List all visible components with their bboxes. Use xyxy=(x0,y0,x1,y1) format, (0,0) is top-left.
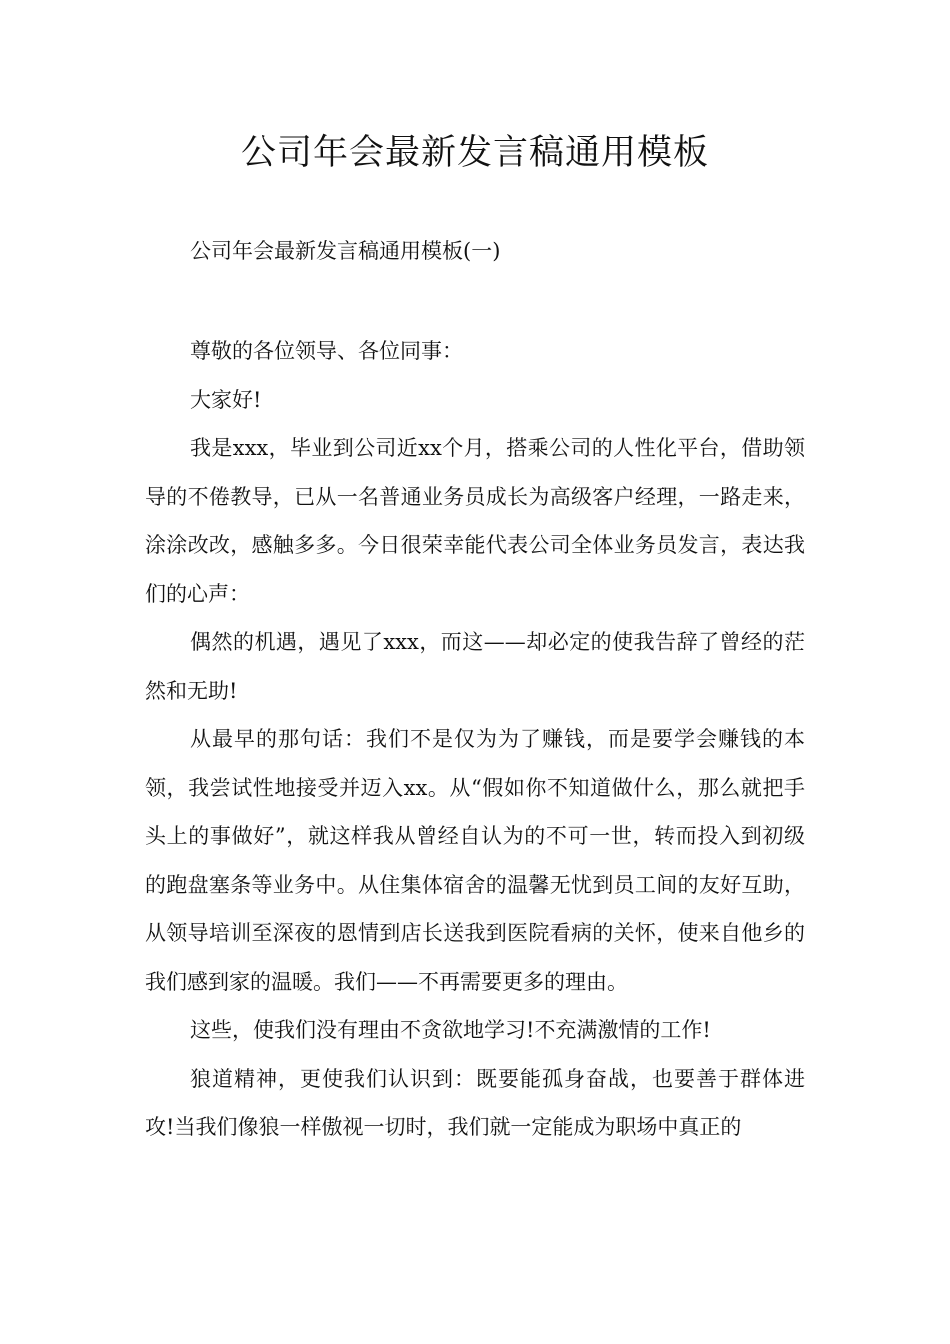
paragraph-greeting: 大家好! xyxy=(190,387,262,412)
paragraph-motivation: 这些，使我们没有理由不贪欲地学习!不充满激情的工作! xyxy=(190,1018,711,1042)
document-title: 公司年会最新发言稿通用模板 xyxy=(240,133,709,173)
document-subtitle: 公司年会最新发言稿通用模板(一) xyxy=(190,239,501,263)
document-body xyxy=(145,327,805,1152)
paragraph-wolf-spirit: 狼道精神，更使我们认识到：既要能孤身奋战，也要善于群体进攻!当我们像狼一样傲视一切时，我们就一定能成为职场中真正的 xyxy=(145,1066,805,1139)
paragraph-introduction: 我是xxx，毕业到公司近xx个月，搭乘公司的人性化平台，借助领导的不倦教导，已从一名普通业务员成长为高级客户经理，一路走来，涂涂改改，感触多多。今日很荣幸能代表公司全体业务员发言，表达我们的心声： xyxy=(145,436,805,606)
paragraph-opportunity: 偶然的机遇，遇见了xxx，而这——却必定的使我告辞了曾经的茫然和无助! xyxy=(145,630,805,703)
paragraph-experience: 从最早的那句话：我们不是仅为为了赚钱，而是要学会赚钱的本领，我尝试性地接受并迈入xx。从“假如你不知道做什么，那么就把手头上的事做好”，就这样我从曾经自认为的不可一世，转而投入到初级的跑盘塞条等业务中。从住集体宿舍的温馨无忧到员工间的友好互助，从领导培训至深夜的恩情到店长送我到医院看病的关怀，使来自他乡的我们感到家的温暖。我们——不再需要更多的理由。 xyxy=(145,727,805,994)
paragraph-salutation: 尊敬的各位领导、各位同事： xyxy=(190,339,463,363)
